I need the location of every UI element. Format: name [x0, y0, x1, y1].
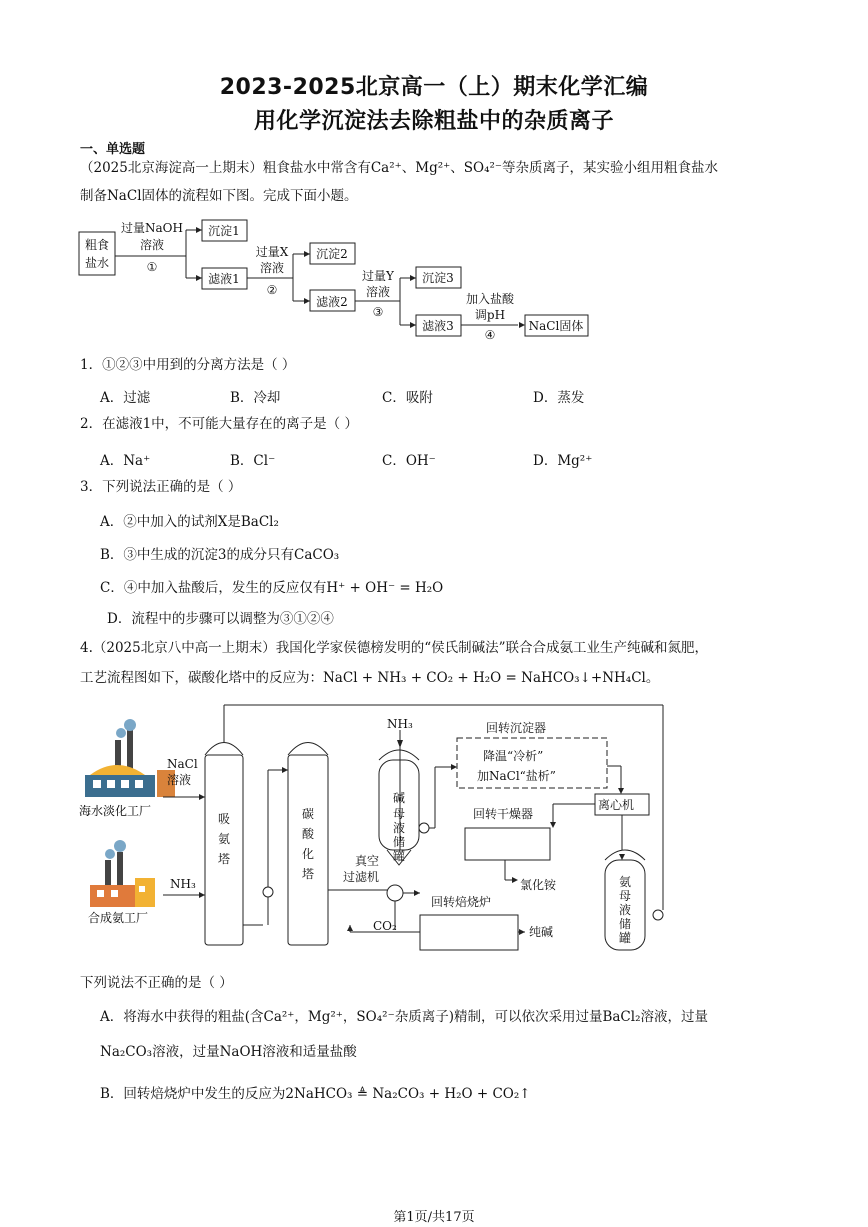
filtrate-3: 滤液3	[422, 319, 454, 333]
carbonator-char-3: 化	[302, 847, 315, 861]
step3-number: ③	[372, 305, 384, 319]
ammonia-plant-label: 合成氨工厂	[88, 911, 149, 925]
ammonia-tank-char-4: 储	[619, 917, 632, 931]
step4-reagent: 加入盐酸	[465, 292, 515, 306]
q3-option-c: C．④中加入盐酸后，发生的反应仅有H⁺ + OH⁻ = H₂O	[100, 580, 444, 596]
absorber-char-1: 吸	[218, 812, 231, 826]
sediment-1: 沉淀1	[208, 224, 240, 238]
section-heading: 一、单选题	[80, 142, 146, 157]
centrifuge-label: 离心机	[598, 798, 635, 812]
q1-option-d: D．蒸发	[533, 390, 585, 406]
carbonator-char-1: 碳	[302, 807, 315, 821]
absorber-char-2: 氨	[218, 832, 231, 846]
q3-option-d: D．流程中的步骤可以调整为③①②④	[107, 611, 334, 627]
vacuum-filter-label-2: 过滤机	[343, 870, 380, 884]
question-4-prompt: 下列说法不正确的是（ ）	[80, 975, 233, 991]
page-number: 第1页/共17页	[393, 1210, 475, 1225]
q1-option-c: C．吸附	[382, 390, 433, 406]
mother-tank-char-4: 罐	[393, 849, 406, 863]
q2-option-d: D．Mg²⁺	[533, 453, 593, 469]
cooling-label: 降温“冷析”	[483, 749, 544, 763]
dryer-label: 回转干燥器	[473, 807, 534, 821]
ammonia-tank-char-1: 氨	[619, 875, 632, 889]
step2-number: ②	[266, 283, 278, 297]
step1-reagent: 过量NaOH	[121, 221, 183, 235]
step4-action: 调pH	[474, 308, 506, 322]
flow-start-line1: 粗食	[84, 238, 110, 252]
filtrate-1: 滤液1	[208, 272, 240, 286]
absorber-char-3: 塔	[218, 852, 231, 866]
soda-ash-label: 纯碱	[529, 925, 554, 939]
hou-soda-process-diagram	[75, 700, 675, 962]
nacl-feed-label: NaCl	[167, 757, 198, 771]
q1-option-b: B．冷却	[230, 390, 281, 406]
q2-option-b: B．Cl⁻	[230, 453, 276, 469]
mother-tank-char-2: 液	[393, 821, 406, 835]
salting-label: 加NaCl“盐析”	[477, 769, 556, 783]
page-subtitle: 用化学沉淀法去除粗盐中的杂质离子	[253, 109, 614, 134]
filtrate-2: 滤液2	[316, 295, 348, 309]
ammonia-tank-char-2: 母	[619, 889, 632, 903]
ammonium-chloride-label: 氯化铵	[520, 878, 557, 892]
intro-line-1: （2025北京海淀高一上期末）粗食盐水中常含有Ca²⁺、Mg²⁺、SO₄²⁻等杂质离子，某实验小组用粗食盐水	[80, 160, 719, 176]
q2-option-a: A．Na⁺	[100, 453, 151, 469]
step2-reagent: 过量X	[255, 245, 289, 259]
product-nacl: NaCl固体	[528, 319, 584, 333]
q3-option-b: B．③中生成的沉淀3的成分只有CaCO₃	[100, 547, 340, 563]
desalination-plant-icon	[85, 719, 175, 797]
page-title: 2023-2025北京高一（上）期末化学汇编	[219, 75, 649, 100]
step1-form: 溶液	[139, 238, 165, 252]
step2-form: 溶液	[259, 261, 285, 275]
co2-recycle-label: CO₂	[373, 919, 397, 933]
carbonator-char-4: 塔	[302, 867, 315, 881]
question-4-line-2: 工艺流程图如下，碳酸化塔中的反应为：NaCl + NH₃ + CO₂ + H₂O = NaHCO₃↓+NH₄Cl。	[80, 670, 660, 686]
q3-option-a: A．②中加入的试剂X是BaCl₂	[100, 514, 279, 530]
q1-option-a: A．过滤	[100, 390, 151, 406]
step3-form: 溶液	[365, 285, 391, 299]
ammonia-tank-char-5: 罐	[619, 931, 632, 945]
question-3-stem: 3．下列说法正确的是（ ）	[80, 479, 242, 495]
q2-option-c: C．OH⁻	[382, 453, 436, 469]
precipitator-label: 回转沉淀器	[486, 721, 547, 735]
q4-option-a-line1: A．将海水中获得的粗盐(含Ca²⁺，Mg²⁺，SO₄²⁻杂质离子)精制，可以依次采用过量BaCl₂溶液，过量	[100, 1009, 708, 1025]
step1-number: ①	[146, 260, 158, 274]
ammonia-feed-label: NH₃	[170, 877, 196, 891]
intro-line-2: 制备NaCl固体的流程如下图。完成下面小题。	[80, 188, 358, 204]
ammonia-top-label: NH₃	[387, 717, 413, 731]
sediment-2: 沉淀2	[316, 247, 348, 261]
step3-reagent: 过量Y	[362, 269, 394, 283]
nacl-feed-form: 溶液	[167, 773, 192, 787]
desalination-plant-label: 海水淡化工厂	[79, 804, 152, 818]
sediment-3: 沉淀3	[422, 271, 454, 285]
furnace-label: 回转焙烧炉	[431, 895, 492, 909]
salt-purification-flowchart	[70, 212, 610, 347]
question-4-line-1: 4.（2025北京八中高一上期末）我国化学家侯德榜发明的“侯氏制碱法”联合合成氨工业生产纯碱和氮肥，	[80, 640, 709, 656]
mother-tank-char-3: 储	[393, 835, 406, 849]
vacuum-filter-label-1: 真空	[355, 854, 380, 868]
mother-tank-char-1: 母	[393, 807, 406, 821]
ammonia-tank-char-3: 液	[619, 903, 632, 917]
q4-option-b: B．回转焙烧炉中发生的反应为2NaHCO₃ ≜ Na₂CO₃ + H₂O + CO₂↑	[100, 1086, 531, 1102]
question-2-stem: 2．在滤液1中，不可能大量存在的离子是（ ）	[80, 416, 358, 432]
question-1-stem: 1．①②③中用到的分离方法是（ ）	[80, 357, 296, 373]
step4-number: ④	[484, 328, 496, 342]
mother-tank-top-char: 碱	[393, 791, 406, 805]
q4-option-a-line2: Na₂CO₃溶液，过量NaOH溶液和适量盐酸	[100, 1044, 357, 1060]
flow-start-line2: 盐水	[84, 256, 110, 270]
ammonia-plant-icon	[90, 840, 155, 907]
carbonator-char-2: 酸	[302, 827, 315, 841]
